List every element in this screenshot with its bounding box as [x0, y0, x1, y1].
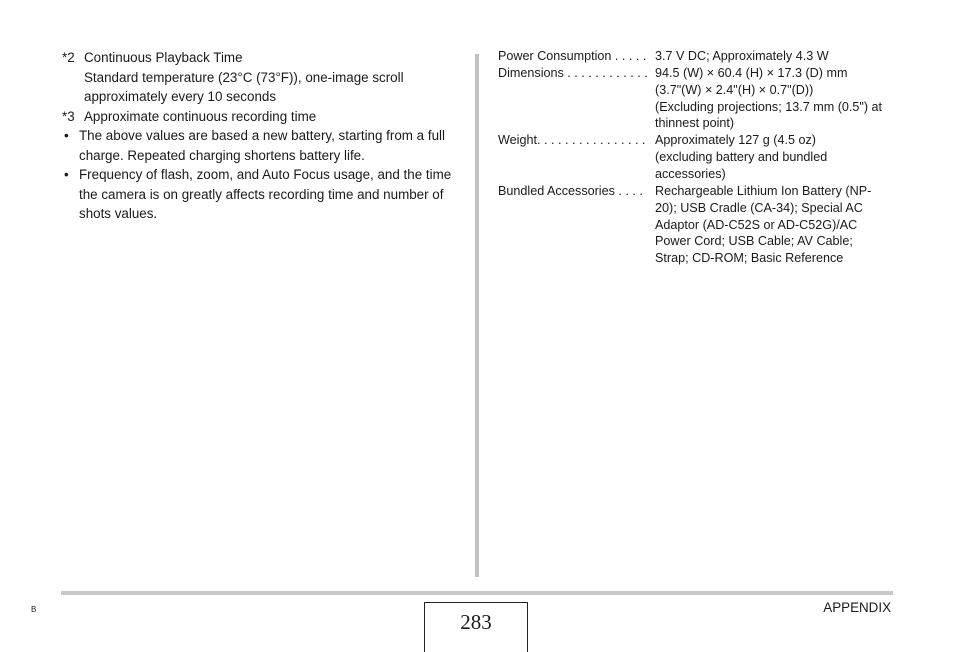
spec-line: Adaptor (AD-C52S or AD-C52G)/AC: [655, 217, 858, 232]
left-column: [62, 48, 462, 224]
spec-line: accessories): [655, 166, 726, 181]
spec-line: (Excluding projections; 13.7 mm (0.5") at: [655, 99, 883, 114]
spec-row-accessories: [498, 183, 898, 267]
spec-row-weight: [498, 132, 898, 182]
corner-mark: B: [31, 605, 37, 614]
spec-line: 94.5 (W) × 60.4 (H) × 17.3 (D) mm: [655, 65, 848, 80]
spec-line: 3.7 V DC; Approximately 4.3 W: [655, 49, 829, 63]
spec-line: thinnest point): [655, 116, 735, 131]
spec-label: Power Consumption . . . . .: [498, 49, 647, 63]
footnote-2-title: Continuous Playback Time: [84, 50, 243, 65]
section-name: APPENDIX: [823, 600, 891, 615]
footnote-3-mark: *3: [62, 108, 75, 124]
spec-label: Dimensions . . . . . . . . . . . .: [498, 65, 648, 80]
spec-line: Approximately 127 g (4.5 oz): [655, 133, 817, 148]
spec-value: [655, 183, 895, 267]
spec-value: [655, 65, 895, 132]
spec-line: (3.7"(W) × 2.4"(H) × 0.7"(D)): [655, 82, 814, 97]
spec-value: [655, 132, 895, 182]
spec-value: [655, 48, 895, 65]
spec-line: Rechargeable Lithium Ion Battery (NP-: [655, 183, 872, 198]
spec-row-dimensions: [498, 65, 898, 132]
spec-line: Power Cord; USB Cable; AV Cable;: [655, 234, 853, 249]
column-divider: [475, 54, 479, 577]
footnote-2-mark: *2: [62, 50, 75, 65]
spec-line: 20); USB Cradle (CA-34); Special AC: [655, 200, 863, 215]
spec-line: (excluding battery and bundled: [655, 150, 828, 165]
bullet-dot-icon: •: [64, 167, 69, 182]
spec-label: Weight. . . . . . . . . . . . . . . .: [498, 133, 646, 148]
footnote-2-heading: [62, 48, 462, 68]
bullet-text: The above values are based a new battery, starting from a full charge. Repeated charging shortens battery life.: [79, 128, 445, 163]
spec-label: Bundled Accessories . . . .: [498, 183, 643, 198]
bullet-item: [62, 165, 462, 224]
spec-table: [498, 48, 898, 267]
spec-line: Strap; CD-ROM; Basic Reference: [655, 251, 844, 266]
bullet-dot-icon: •: [64, 128, 69, 143]
bullet-text: Frequency of flash, zoom, and Auto Focus usage, and the time the camera is on greatly affects recording time and number of shots values.: [79, 167, 452, 221]
spec-row-power: [498, 48, 898, 65]
page-number: 283: [424, 602, 528, 652]
footnote-2-body: Standard temperature (23°C (73°F)), one-image scroll approximately every 10 seconds: [84, 69, 404, 104]
footer-rule: [61, 591, 893, 595]
footnote-3-heading: [62, 107, 462, 127]
footnote-3-title: Approximate continuous recording time: [84, 108, 317, 124]
bullet-item: [62, 126, 462, 165]
